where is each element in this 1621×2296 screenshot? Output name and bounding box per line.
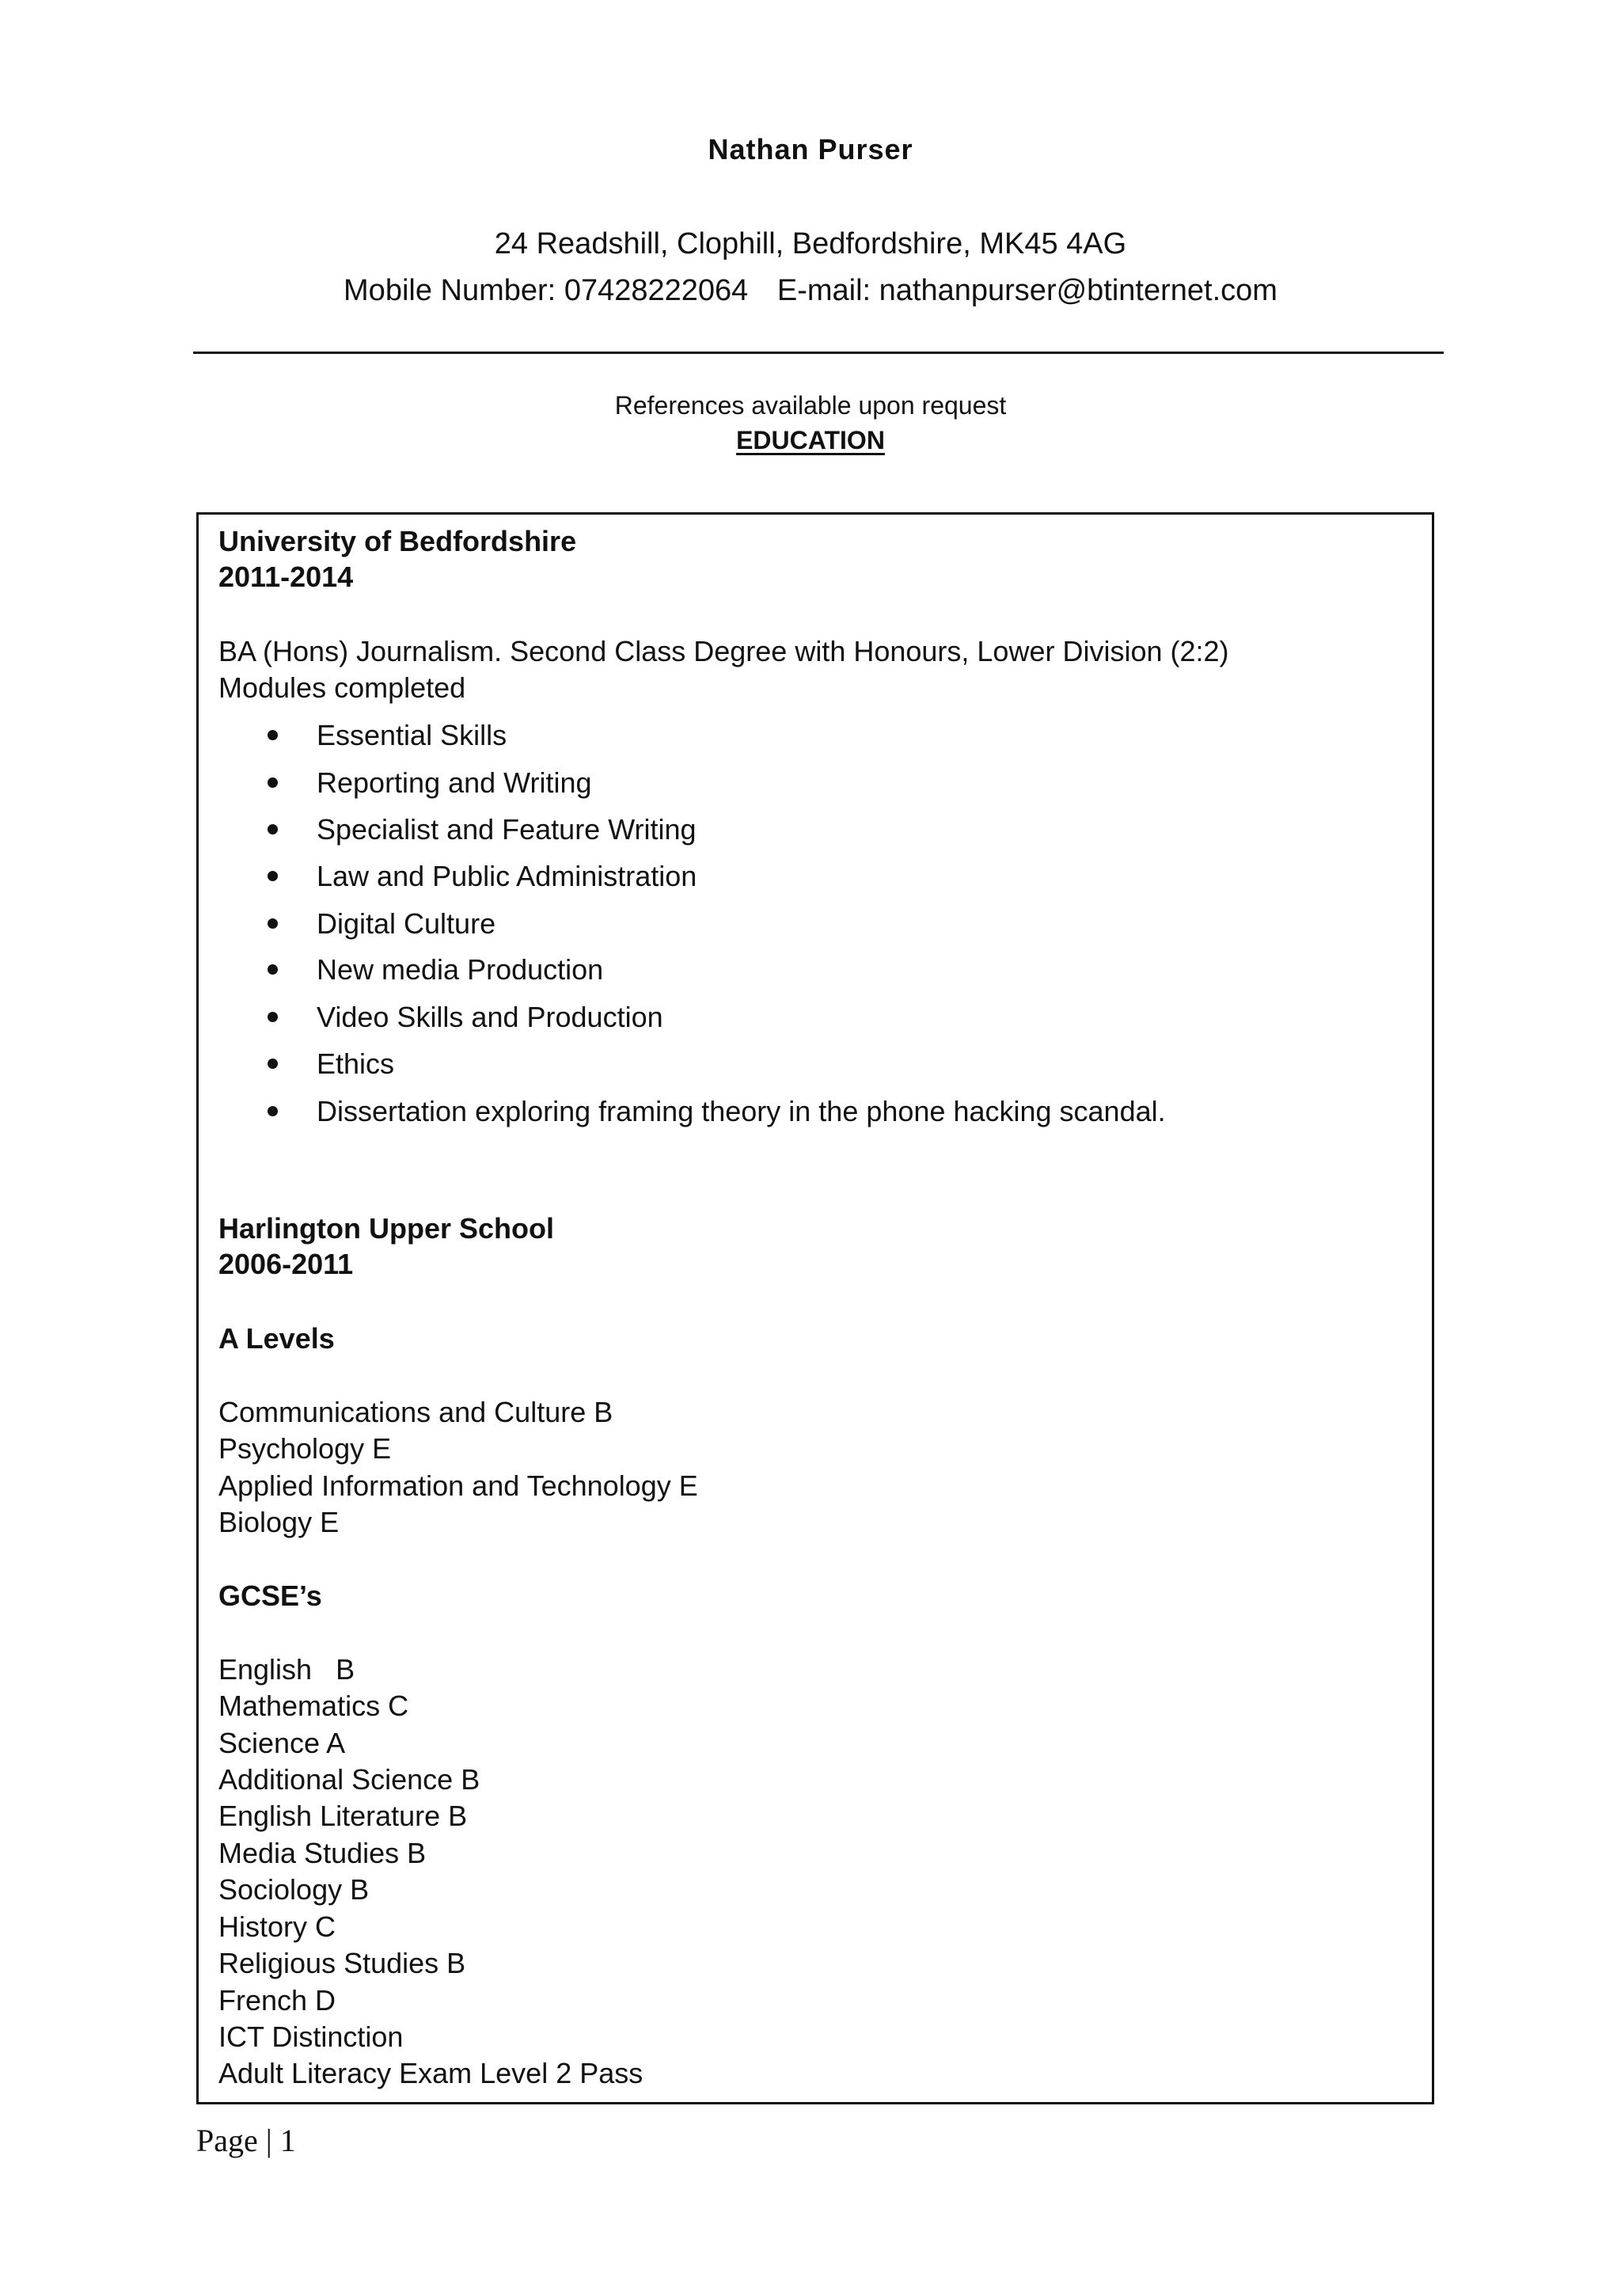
gcse-item: History C	[218, 1910, 336, 1943]
bullet-icon	[268, 730, 278, 740]
school-name: Harlington Upper School	[218, 1212, 555, 1245]
modules-heading: Modules completed	[218, 671, 466, 704]
gcse-heading: GCSE’s	[218, 1579, 322, 1612]
contact-line	[0, 274, 1621, 308]
bullet-icon	[268, 871, 278, 881]
references-note: References available upon request	[614, 391, 1007, 420]
a-level-item: Communications and Culture B	[218, 1396, 613, 1428]
bullet-icon	[268, 1012, 278, 1022]
gcse-item: Media Studies B	[218, 1837, 427, 1869]
bullet-icon	[268, 1106, 278, 1116]
bullet-icon	[268, 1059, 278, 1069]
module-label: Essential Skills	[317, 719, 507, 751]
gcse-item: English Literature B	[218, 1800, 468, 1832]
gcse-item: Sociology B	[218, 1873, 370, 1906]
gcse-item: French D	[218, 1984, 336, 2017]
bullet-icon	[268, 777, 278, 788]
mobile-label: Mobile Number:	[344, 274, 556, 307]
bullet-icon	[268, 824, 278, 834]
address-line: 24 Readshill, Clophill, Bedfordshire, MK45 4AG	[494, 227, 1127, 260]
gcse-item: English B	[218, 1653, 355, 1686]
module-label: Specialist and Feature Writing	[317, 813, 697, 846]
a-level-item: Biology E	[218, 1506, 340, 1538]
a-levels-heading: A Levels	[218, 1322, 335, 1355]
degree-title: BA (Hons) Journalism. Second Class Degree with Honours, Lower Division (2:2)	[218, 635, 1229, 667]
module-label: Reporting and Writing	[317, 766, 592, 799]
page-number: Page | 1	[196, 2123, 296, 2158]
education-heading: EDUCATION	[736, 426, 885, 454]
university-name: University of Bedfordshire	[218, 525, 577, 557]
gcse-item: Additional Science B	[218, 1763, 480, 1796]
module-label: Dissertation exploring framing theory in the phone hacking scandal.	[317, 1095, 1166, 1127]
a-level-item: Applied Information and Technology E	[218, 1469, 698, 1502]
mobile-number: 07428222064	[564, 274, 749, 307]
applicant-name: Nathan Purser	[708, 133, 913, 165]
school-years: 2006-2011	[218, 1248, 354, 1280]
gcse-item: Science A	[218, 1727, 346, 1759]
university-years: 2011-2014	[218, 561, 354, 593]
bullet-icon	[268, 964, 278, 975]
email-label: E-mail:	[776, 274, 871, 307]
gcse-item: Adult Literacy Exam Level 2 Pass	[218, 2057, 643, 2089]
bullet-icon	[268, 918, 278, 929]
module-label: New media Production	[317, 953, 604, 986]
module-label: Video Skills and Production	[317, 1001, 663, 1033]
header-divider	[193, 352, 1444, 354]
gcse-item: Mathematics C	[218, 1690, 409, 1722]
a-level-item: Psychology E	[218, 1432, 392, 1465]
email-address: nathanpurser@btinternet.com	[879, 274, 1277, 307]
gcse-item: ICT Distinction	[218, 2020, 404, 2053]
module-label: Ethics	[317, 1047, 395, 1080]
module-label: Digital Culture	[317, 907, 496, 940]
gcse-item: Religious Studies B	[218, 1947, 466, 1979]
module-label: Law and Public Administration	[317, 860, 697, 892]
